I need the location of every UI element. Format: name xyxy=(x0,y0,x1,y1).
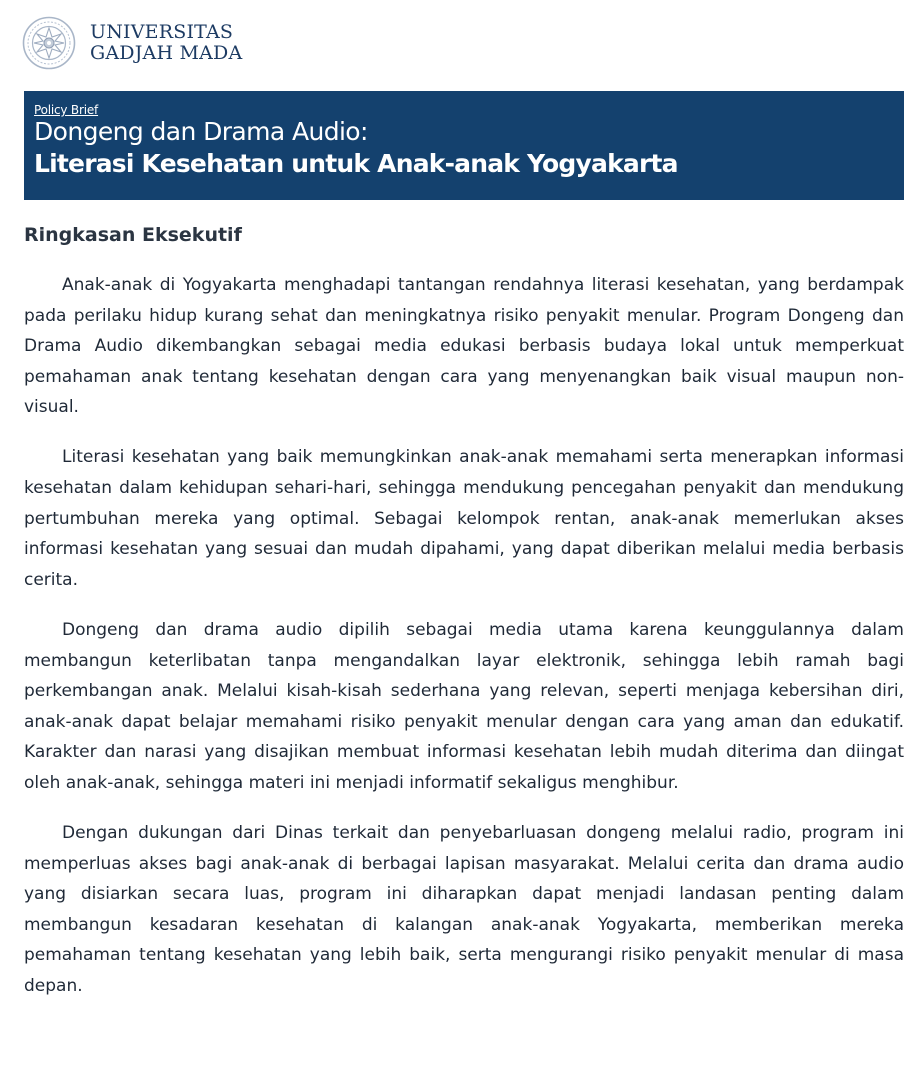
university-wordmark xyxy=(90,22,242,64)
university-name-line1: UNIVERSITAS xyxy=(90,21,234,43)
executive-summary-body xyxy=(24,270,904,1021)
ugm-seal-logo xyxy=(22,16,76,70)
paragraph: Dongeng dan drama audio dipilih sebagai media utama karena keunggulannya dalam membangun keterlibatan tanpa mengandalkan layar elektronik, sehingga lebih ramah bagi perkembangan anak. Melalui kisah-kisah sederhana yang relevan, seperti menjaga kebersihan diri, anak-anak dapat belajar memahami risiko penyakit menular dengan cara yang aman dan edukatif. Karakter dan narasi yang disajikan membuat informasi kesehatan lebih mudah diterima dan diingat oleh anak-anak, sehingga materi ini menjadi informatif sekaligus menghibur. xyxy=(24,619,904,793)
page-header xyxy=(22,14,242,72)
university-name-line2: GADJAH MADA xyxy=(90,42,243,64)
title-line-1: Dongeng dan Drama Audio: xyxy=(34,117,368,146)
section-heading: Ringkasan Eksekutif xyxy=(24,224,242,246)
paragraph: Dengan dukungan dari Dinas terkait dan penyebarluasan dongeng melalui radio, program ini memperluas akses bagi anak-anak di berbagai lapisan masyarakat. Melalui cerita dan drama audio yang disiarkan secara luas, program ini diharapkan dapat menjadi landasan penting dalam membangun kesadaran kesehatan di kalangan anak-anak Yogyakarta, memberikan mereka pemahaman tentang kesehatan yang lebih baik, serta mengurangi risiko penyakit menular di masa depan. xyxy=(24,823,904,996)
paragraph: Literasi kesehatan yang baik memungkinkan anak-anak memahami serta menerapkan informasi kesehatan dalam kehidupan sehari-hari, sehingga mendukung pencegahan penyakit dan mendukung pertumbuhan mereka yang optimal. Sebagai kelompok rentan, anak-anak memerlukan akses informasi kesehatan yang sesuai dan mudah dipahami, yang dapat diberikan melalui media berbasis cerita. xyxy=(24,447,904,590)
paragraph: Anak-anak di Yogyakarta menghadapi tantangan rendahnya literasi kesehatan, yang berdampak pada perilaku hidup kurang sehat dan meningkatnya risiko penyakit menular. Program Dongeng dan Drama Audio dikembangkan sebagai media edukasi berbasis budaya lokal untuk memperkuat pemahaman anak tentang kesehatan dengan cara yang menyenangkan baik visual maupun non-visual. xyxy=(24,275,904,418)
document-type-tag: Policy Brief xyxy=(34,103,99,117)
title-banner xyxy=(24,91,904,200)
title-line-2: Literasi Kesehatan untuk Anak-anak Yogyakarta xyxy=(34,149,678,178)
